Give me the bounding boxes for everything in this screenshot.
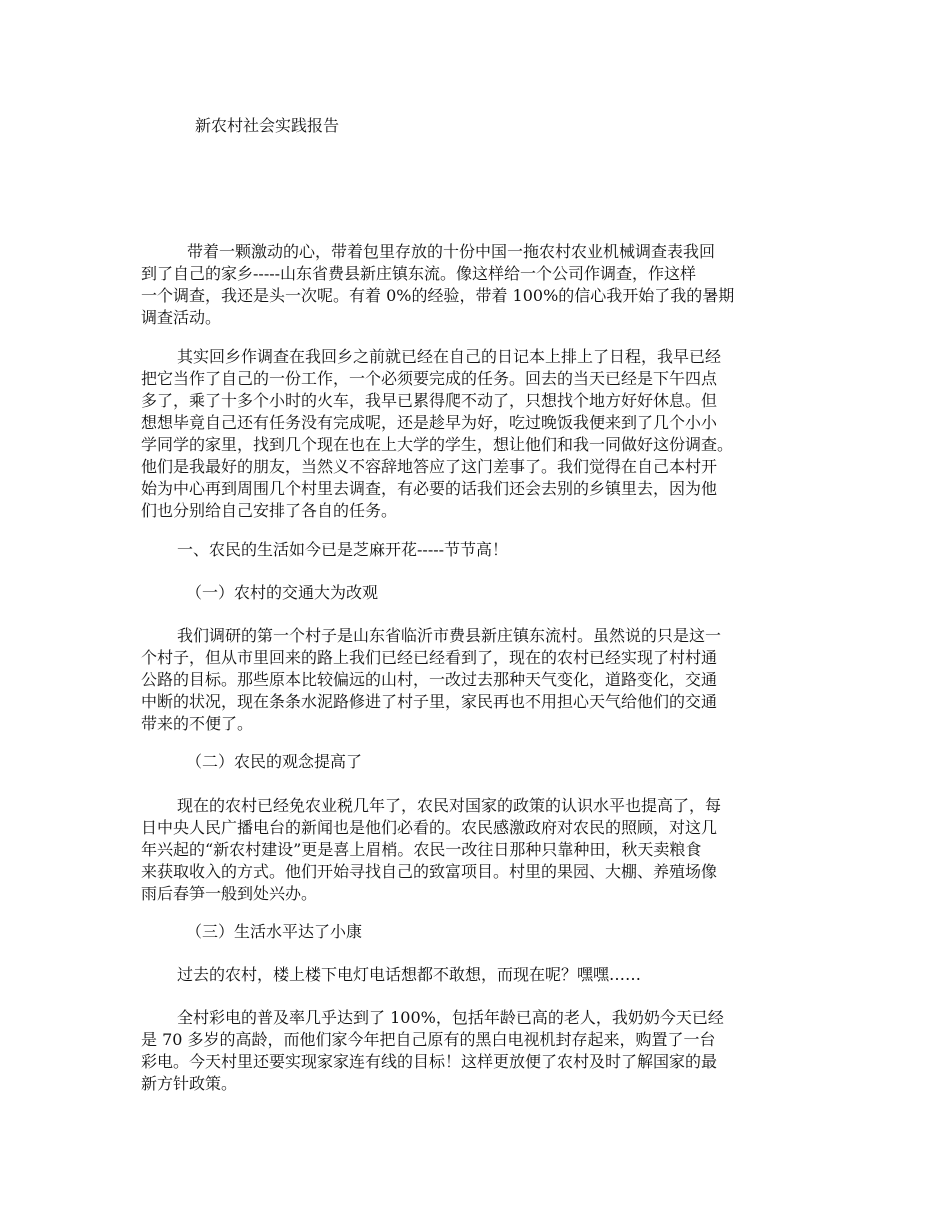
paragraph-line: 个村子，但从市里回来的路上我们已经已经看到了，现在的农村已经实现了村村通	[141, 648, 718, 667]
paragraph-line: 调查活动。	[141, 308, 222, 327]
paragraph-line: 公路的目标。那些原本比较偏远的山村，一改过去那种天气变化，道路变化，交通	[141, 670, 718, 689]
paragraph-line: 过去的农村，楼上楼下电灯电话想都不敢想，而现在呢？嘿嘿……	[177, 965, 642, 984]
paragraph-line: 把它当作了自己的一份工作，一个必须要完成的任务。回去的当天已经是下午四点	[141, 369, 718, 388]
paragraph-intro	[141, 241, 821, 329]
paragraph-line: 想想毕竟自己还有任务没有完成呢，还是趁早为好，吃过晚饭我便来到了几个小小	[141, 413, 718, 432]
paragraph-line: 其实回乡作调查在我回乡之前就已经在自己的日记本上排上了日程，我早已经	[177, 347, 722, 366]
paragraph-line: 新方针政策。	[141, 1074, 238, 1093]
paragraph-line: 带着一颗激动的心，带着包里存放的十份中国一拖农村农业机械调查表我回	[187, 242, 716, 261]
paragraph-line: 学同学的家里，找到几个现在也在上大学的学生，想让他们和我一同做好这份调查。	[141, 435, 734, 454]
section-heading: 一、农民的生活如今已是芝麻开花-----节节高！	[177, 540, 509, 559]
paragraph-line: 年兴起的“新农村建设”更是喜上眉梢。农民一改往日那种只靠种田，秋天卖粮食	[141, 840, 702, 859]
paragraph-living-past	[141, 964, 821, 986]
paragraph-line: 他们是我最好的朋友，当然义不容辞地答应了这门差事了。我们觉得在自己本村开	[141, 457, 718, 476]
paragraph-line: 我们调研的第一个村子是山东省临沂市费县新庄镇东流村。虽然说的只是这一	[177, 626, 722, 645]
paragraph-line: 日中央人民广播电台的新闻也是他们必看的。农民感激政府对农民的照顾，对这几	[141, 818, 718, 837]
paragraph-line: 现在的农村已经免农业税几年了，农民对国家的政策的认识水平也提高了，每	[177, 796, 722, 815]
paragraph-living-tv	[141, 1007, 821, 1095]
paragraph-line: 是 70 多岁的高龄，而他们家今年把自己原有的黑白电视机封存起来，购置了一台	[141, 1030, 716, 1049]
paragraph-line: 始为中心再到周围几个村里去调查，有必要的话我们还会去别的乡镇里去，因为他	[141, 479, 718, 498]
paragraph-line: 们也分别给自己安排了各自的任务。	[141, 501, 398, 520]
paragraph-transport	[141, 625, 821, 735]
paragraph-line: 到了自己的家乡-----山东省费县新庄镇东流。像这样给一个公司作调查，作这样	[141, 264, 697, 283]
subsection-heading-transport: （一）农村的交通大为改观	[186, 583, 379, 602]
paragraph-preparation	[141, 346, 821, 522]
paragraph-line: 雨后春笋一般到处兴办。	[141, 884, 318, 903]
paragraph-line: 来获取收入的方式。他们开始寻找自己的致富项目。村里的果园、大棚、养殖场像	[141, 862, 718, 881]
paragraph-line: 中断的状况，现在条条水泥路修进了村子里，家民再也不用担心天气给他们的交通	[141, 692, 718, 711]
paragraph-line: 多了，乘了十多个小时的火车，我早已累得爬不动了，只想找个地方好好休息。但	[141, 391, 718, 410]
paragraph-line: 带来的不便了。	[141, 714, 254, 733]
subsection-heading-living: （三）生活水平达了小康	[186, 922, 363, 941]
subsection-heading-mindset: （二）农民的观念提高了	[186, 752, 363, 771]
paragraph-line: 彩电。今天村里还要实现家家连有线的目标！这样更放便了农村及时了解国家的最	[141, 1052, 718, 1071]
paragraph-line: 全村彩电的普及率几乎达到了 100%，包括年龄已高的老人，我奶奶今天已经	[177, 1008, 724, 1027]
document-title: 新农村社会实践报告	[195, 116, 340, 135]
paragraph-line: 一个调查，我还是头一次呢。有着 0%的经验，带着 100%的信心我开始了我的暑期	[141, 286, 735, 305]
paragraph-mindset	[141, 795, 821, 905]
